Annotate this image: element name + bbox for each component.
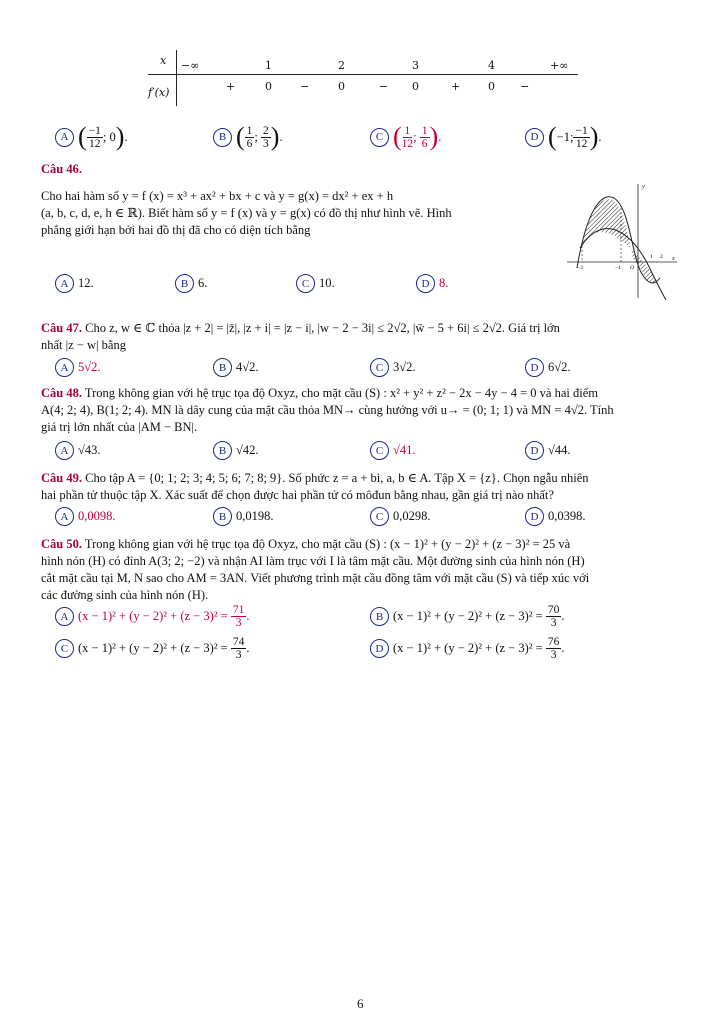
q48-option-b[interactable]: B √42. <box>213 441 259 460</box>
fraction: $\frac{1}{6}$ <box>246 124 253 150</box>
x-value: 4 <box>488 59 495 72</box>
fprime-label: f′(x) <box>148 86 170 99</box>
q50-option-a[interactable]: A (x − 1)² + (y − 2)² + (z − 3)² = $\frac{71}{3}$ . <box>55 604 249 629</box>
q48-option-a[interactable]: A √43. <box>55 441 101 460</box>
x-value: +∞ <box>550 59 569 72</box>
fraction: $\frac{2}{3}$ <box>263 124 269 150</box>
table-hline <box>148 74 578 75</box>
sign: − <box>379 80 389 93</box>
option-letter: D <box>370 639 389 658</box>
q48-title: Câu 48. <box>41 386 82 400</box>
option-letter: D <box>525 441 544 460</box>
tick-label: O <box>630 265 634 271</box>
q46-option-c[interactable]: C 10. <box>296 274 335 293</box>
q50-body: Câu 50. Trong không gian với hệ trục tọa độ Oxyz, cho mặt cầu (S) : (x − 1)² + (y − 2)² + (z − 3)² = 25 và hình nón (H) có đỉnh A(3; 2; −2) và nhận AI làm trục với I là tâm mặt cầu. Một đường sinh của hình nón (H) cắt mặt cầu tại M, N sao cho AM = 3AN. Viết phương trình mặt cầu đồng tâm với mặt cầu (S) và tiếp xúc với các đường sinh của hình nón (H). <box>41 537 590 602</box>
q49-body: Câu 49. Cho tập A = {0; 1; 2; 3; 4; 5; 6; 7; 8; 9}. Số phức z = a + bi, a, b ∈ A. Tập X = {z}. Chọn ngẫu nhiên hai phần tử thuộc tập X. Xác suất để chọn được hai phần tử có môđun bằng nhau, gần giá trị nào nhất? <box>41 471 589 502</box>
x-value: 2 <box>338 59 345 72</box>
y-axis-label: y <box>642 184 645 190</box>
option-letter: C <box>370 441 389 460</box>
option-letter: A <box>55 274 74 293</box>
option-letter: D <box>416 274 435 293</box>
option-letter: D <box>525 128 544 147</box>
q46-option-d[interactable]: D 8. <box>416 274 448 293</box>
q46-graph <box>562 178 682 303</box>
sign: 0 <box>488 80 495 93</box>
x-value: −∞ <box>181 59 200 72</box>
q45-option-d[interactable]: D ( −1; $\frac{-1}{12}$ ) . <box>525 124 602 150</box>
fraction: $\frac{74}{3}$ <box>232 636 245 661</box>
q47-title: Câu 47. <box>41 321 82 335</box>
fraction: $\frac{76}{3}$ <box>547 636 560 661</box>
page-number: 6 <box>357 996 364 1011</box>
sign: 0 <box>338 80 345 93</box>
tick-label: 1 <box>650 254 653 260</box>
q48-option-c[interactable]: C √41. <box>370 441 416 460</box>
q50-option-d[interactable]: D (x − 1)² + (y − 2)² + (z − 3)² = $\frac{76}{3}$ . <box>370 636 564 661</box>
q48-option-d[interactable]: D √44. <box>525 441 571 460</box>
q50-option-c[interactable]: C (x − 1)² + (y − 2)² + (z − 3)² = $\frac{74}{3}$ . <box>55 636 249 661</box>
q47-option-b[interactable]: B 4√2. <box>213 358 259 377</box>
option-letter: B <box>213 128 232 147</box>
option-letter: D <box>525 507 544 526</box>
option-letter: B <box>213 441 232 460</box>
fraction: $\frac{70}{3}$ <box>547 604 560 629</box>
fraction: $\frac{1}{12}$ <box>401 124 414 150</box>
sign: + <box>226 80 236 93</box>
x-value: 1 <box>265 59 272 72</box>
option-letter: D <box>525 358 544 377</box>
q49-title: Câu 49. <box>41 471 82 485</box>
q46-option-a[interactable]: A 12. <box>55 274 94 293</box>
q49-option-a[interactable]: A 0,0098. <box>55 507 116 526</box>
sign: 0 <box>412 80 419 93</box>
q49-option-b[interactable]: B 0,0198. <box>213 507 274 526</box>
option-letter: B <box>213 507 232 526</box>
option-letter: A <box>55 507 74 526</box>
q49-option-c[interactable]: C 0,0298. <box>370 507 431 526</box>
fraction: $\frac{71}{3}$ <box>232 604 245 629</box>
tick-label: −3 <box>577 265 583 271</box>
q50-title: Câu 50. <box>41 537 82 551</box>
variation-table <box>148 50 578 106</box>
tick-label: −1 <box>615 265 621 271</box>
q45-option-a[interactable]: A ( $\frac{-1}{12}$ ; 0 ) . <box>55 124 128 150</box>
q46-title: Câu 46. <box>41 162 82 176</box>
x-label: x <box>160 54 167 67</box>
q47-option-a[interactable]: A 5√2. <box>55 358 101 377</box>
option-letter: B <box>370 607 389 626</box>
option-letter: C <box>370 507 389 526</box>
q46-option-b[interactable]: B 6. <box>175 274 207 293</box>
table-vline <box>176 50 177 106</box>
sign: − <box>300 80 310 93</box>
fraction: $\frac{1}{6}$ <box>421 124 428 150</box>
q49-option-d[interactable]: D 0,0398. <box>525 507 586 526</box>
sign: 0 <box>265 80 272 93</box>
option-letter: A <box>55 128 74 147</box>
option-letter: A <box>55 607 74 626</box>
q48-body: Câu 48. Trong không gian với hệ trục tọa độ Oxyz, cho mặt cầu (S) : x² + y² + z² − 2x − 4y − 4 = 0 và hai điểm A(4; 2; 4), B(1; 2; 4). MN là dây cung của mặt cầu thỏa MN→ cùng hướng với u→ = (0; 1; 1) và MN = 4√2. Tính giá trị lớn nhất của |AM − BN|. <box>41 386 614 434</box>
option-letter: A <box>55 358 74 377</box>
x-value: 3 <box>412 59 419 72</box>
q50-option-b[interactable]: B (x − 1)² + (y − 2)² + (z − 3)² = $\frac{70}{3}$ . <box>370 604 564 629</box>
option-letter: C <box>55 639 74 658</box>
option-letter: C <box>370 358 389 377</box>
sign: + <box>451 80 461 93</box>
x-axis-label: x <box>672 256 675 262</box>
option-letter: A <box>55 441 74 460</box>
option-letter: B <box>175 274 194 293</box>
q47-option-d[interactable]: D 6√2. <box>525 358 571 377</box>
q47-body: Câu 47. Cho z, w ∈ ℂ thỏa |z + 2| = |z̄|, |z + i| = |z − i|, |w − 2 − 3i| ≤ 2√2, |w̄ − 5 + 6i| ≤ 2√2. Giá trị lớn nhất |z − w| bằng <box>41 321 560 352</box>
option-letter: C <box>370 128 389 147</box>
sign: − <box>520 80 530 93</box>
option-letter: C <box>296 274 315 293</box>
q46-body: Cho hai hàm số y = f (x) = x³ + ax² + bx + c và y = g(x) = dx² + ex + h (a, b, c, d, e, h ∈ ℝ). Biết hàm số y = f (x) và y = g(x) có đồ thị như hình vẽ. Hình phẳng giới hạn bởi hai đồ thị đã cho có diện tích bằng <box>41 189 452 237</box>
fraction: $\frac{-1}{12}$ <box>575 124 588 150</box>
q45-option-b[interactable]: B ( $\frac{1}{6}$ ; $\frac{2}{3}$ ) . <box>213 124 283 150</box>
option-letter: B <box>213 358 232 377</box>
fraction: $\frac{-1}{12}$ <box>88 124 101 150</box>
q45-option-c[interactable]: C ( $\frac{1}{12}$ ; $\frac{1}{6}$ ) . <box>370 124 441 150</box>
q47-option-c[interactable]: C 3√2. <box>370 358 416 377</box>
tick-label: 2 <box>660 254 663 260</box>
